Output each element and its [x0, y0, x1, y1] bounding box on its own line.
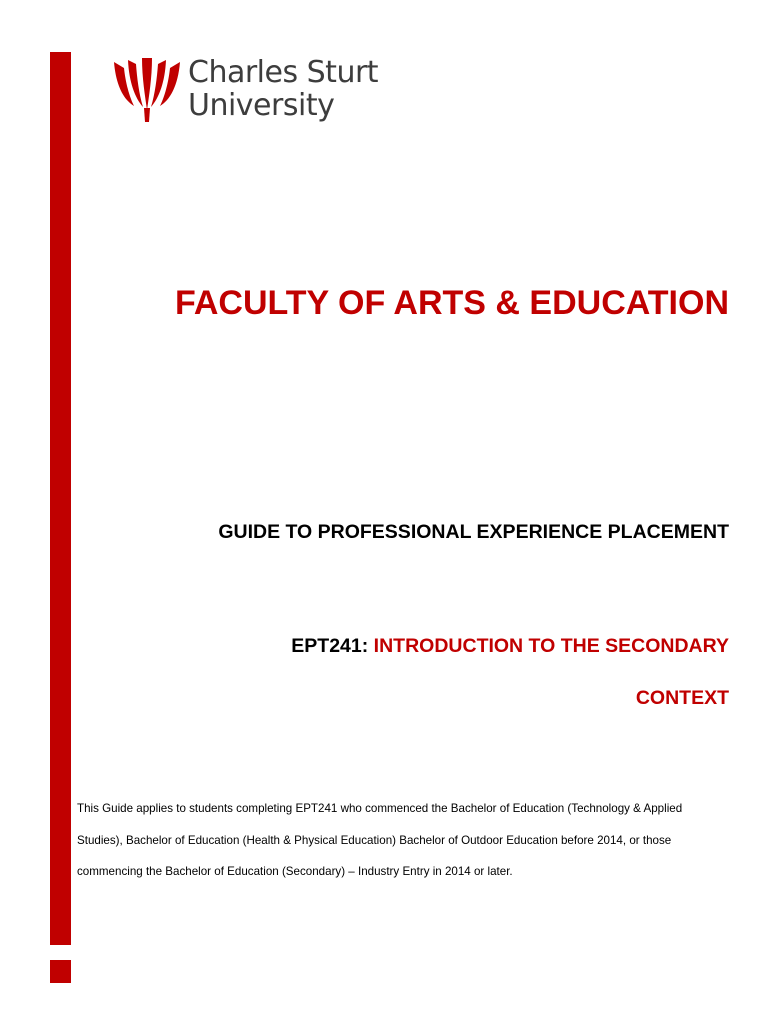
- subject-heading: [0, 620, 729, 724]
- university-name-line2: University: [188, 88, 335, 123]
- guide-title: GUIDE TO PROFESSIONAL EXPERIENCE PLACEMENT: [218, 521, 729, 543]
- waratah-logo-icon: [112, 58, 182, 122]
- faculty-title: FACULTY OF ARTS & EDUCATION: [174, 284, 729, 322]
- subject-title-line2: CONTEXT: [635, 687, 729, 709]
- subject-title-line1: INTRODUCTION TO THE SECONDARY: [373, 635, 729, 657]
- university-wordmark: [188, 56, 378, 122]
- subject-line1: [0, 620, 729, 672]
- university-logo: [112, 56, 412, 132]
- decorative-side-square: [50, 960, 71, 983]
- subject-code: EPT241:: [291, 635, 369, 657]
- decorative-side-bar: [50, 52, 71, 945]
- university-name-line1: Charles Sturt: [188, 55, 379, 90]
- applicability-paragraph: This Guide applies to students completing EPT241 who commenced the Bachelor of Education (Technology & Applied Studies), Bachelor of Education (Health & Physical Education) Bachelor of Outdoor Education before 2014, or those commencing the Bachelor of Education (Secondary) – Industry Entry in 2014 or later.: [77, 802, 683, 878]
